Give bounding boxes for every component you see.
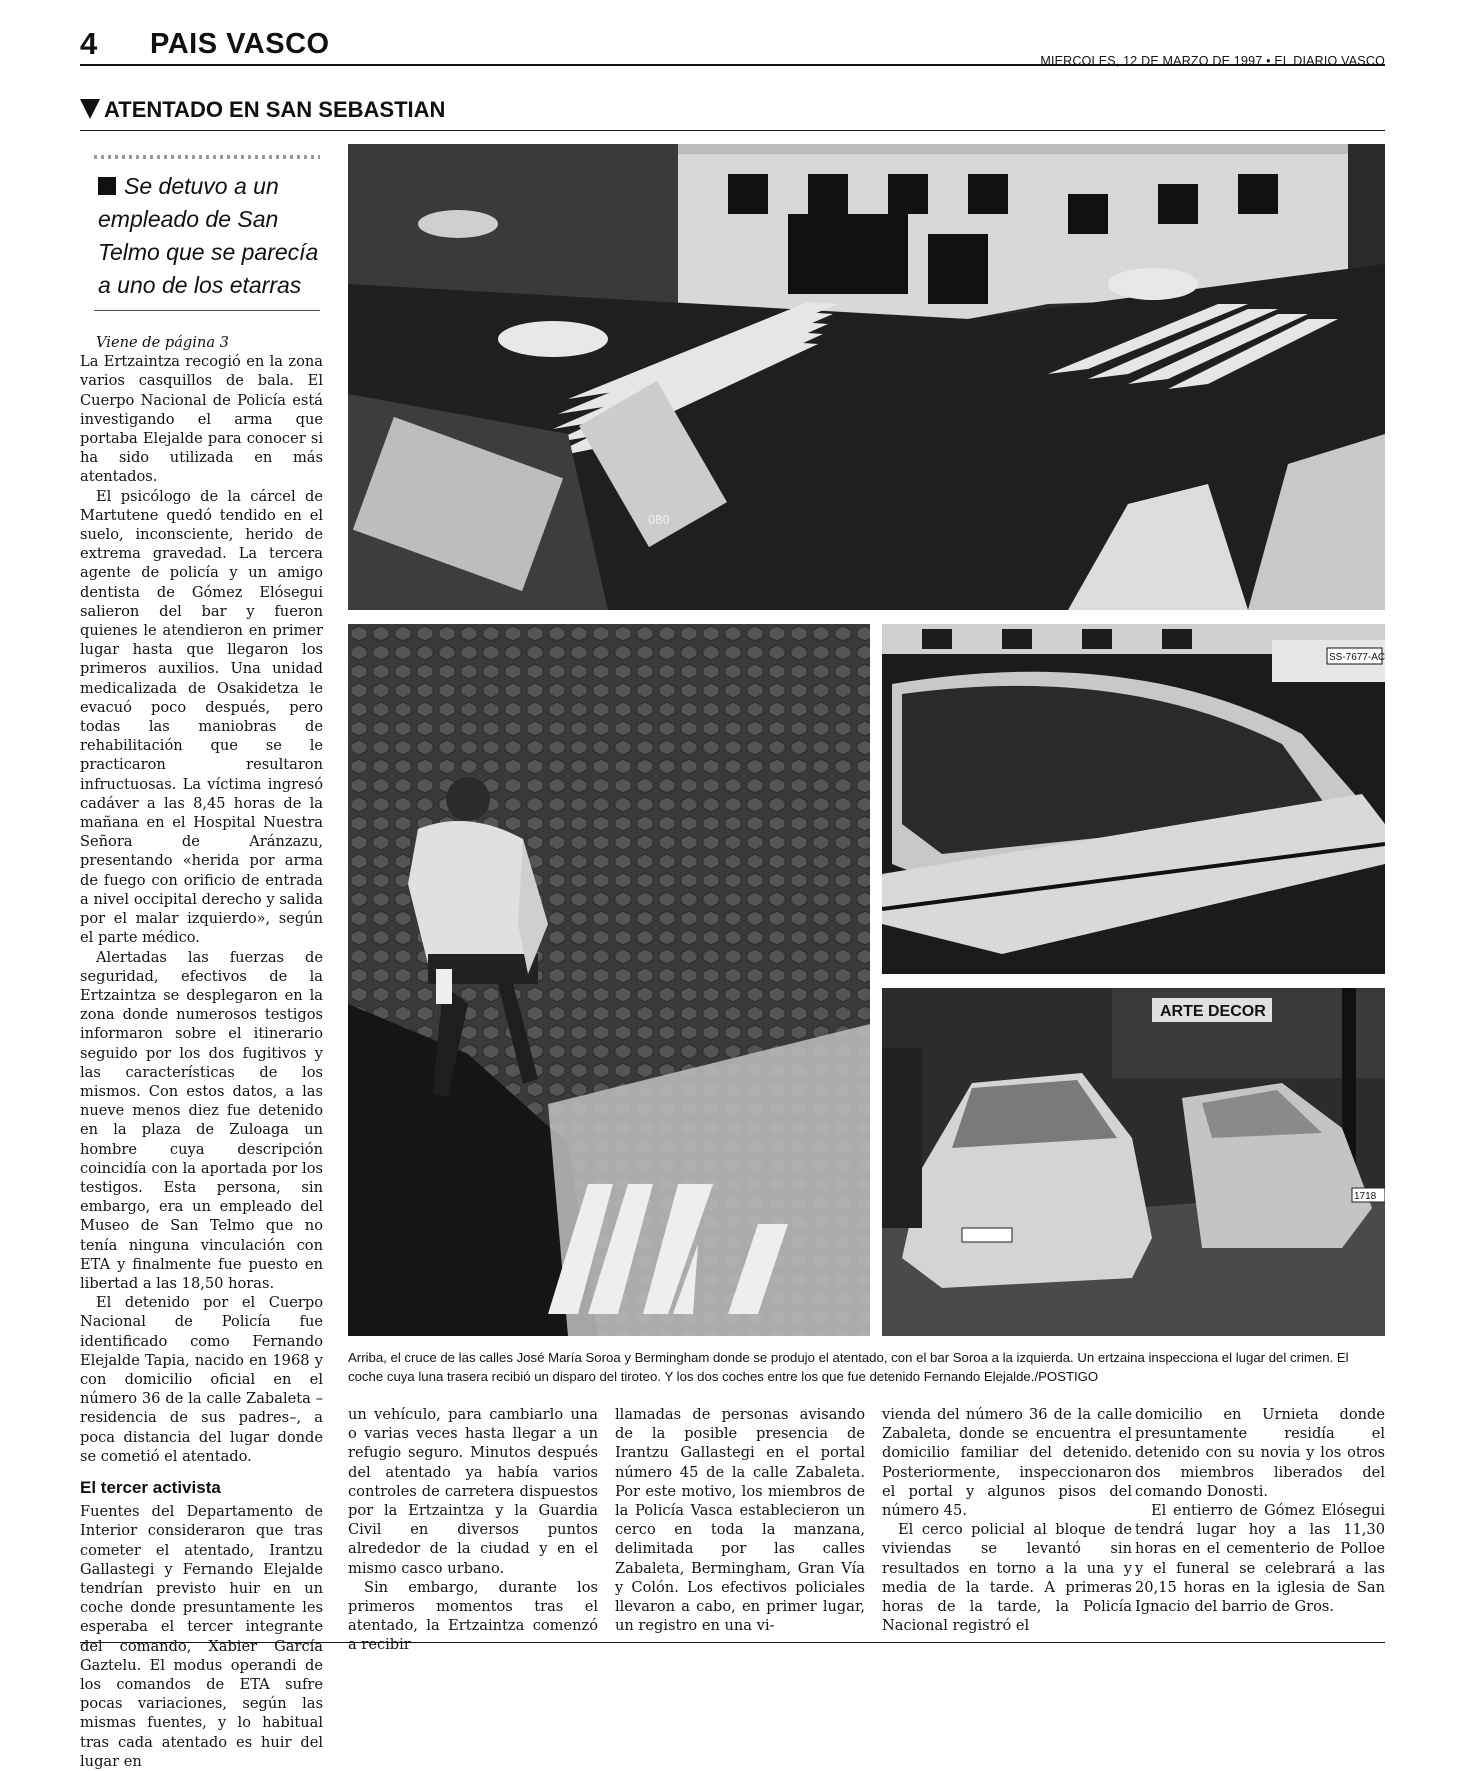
article-paragraph: llamadas de personas avisando de la posible presencia de Irantzu Gallastegi en el portal número 45 de la calle Zabaleta. Por este motivo, los miembros de la Policía Vasca establecieron un cerco en toda la manzana, delimitada por las calles Zabaleta, Bermingham, Gran Vía y Colón. Los efectivos policiales llevaron a cabo, en primer lugar, un registro en una vi- (615, 1406, 865, 1635)
kicker-rule (94, 310, 320, 311)
square-bullet-icon (98, 177, 116, 195)
triangle-icon (80, 99, 100, 119)
article-paragraph: un vehículo, para cambiarlo una o varias veces hasta llegar a un refugio seguro. Minutos después del atentado ya había varios controles de carretera dispuestos por la Ertzaintza y la Guardia Civil en diversos puntos alrededor de la ciudad y en el mismo casco urbano. (348, 1406, 598, 1577)
photo-intersection (348, 144, 1385, 610)
photo-ertzaina (348, 624, 870, 1336)
topic-rule (80, 130, 1385, 131)
kicker-text: Se detuvo a un empleado de San Telmo que se parecía a uno de los etarras (98, 173, 319, 298)
license-plate-2: 1718 (1354, 1191, 1377, 1202)
article-paragraph: La Ertzaintza recogió en la zona varios casquillos de bala. El Cuerpo Nacional de Policía está investigando el arma que portaba Elejalde para conocer si ha sido utilizada en más atentados. (80, 353, 323, 486)
photo-caption (348, 1348, 1385, 1386)
kicker (98, 170, 323, 302)
article-column-5 (1135, 1405, 1385, 1616)
bottom-rule (80, 1642, 1385, 1643)
article-paragraph: El psicólogo de la cárcel de Martutene quedó tendido en el suelo, inconsciente, herido de extrema gravedad. La tercera agente de policía y un amigo dentista de Gómez Elósegui salieron del bar y fueron quienes le atendieron en primer lugar hasta que llegaron los primeros auxilios. Una unidad medicalizada de Osakidetza le evacuó poco después, pero todas las maniobras de rehabilitación que se le practicaron resultaron infructuosas. La víctima ingresó cadáver a las 8,45 horas de la mañana en el Hospital Nuestra Señora de Aránzazu, presentando «herida por arma de fuego con orificio de entrada a nivel occipital derecho y salida por el malar izquierdo», según el parte médico. (80, 487, 323, 947)
page-number: 4 (80, 26, 98, 61)
license-plate-1: SS-7677-AC (1329, 652, 1385, 663)
article-paragraph: domicilio en Urnieta donde presuntamente residía el detenido con su novia y los otros dos miembros liberados del comando Donosti. (1135, 1406, 1385, 1500)
article-paragraph: Alertadas las fuerzas de seguridad, efectivos de la Ertzaintza se desplegaron en la zona donde numerosos testigos informaron sobre el itinerario seguido por los dos fugitivos y las características de los mismos. Con estos datos, a las nueve menos diez fue detenido en la plaza de Zuloaga un hombre cuya descripción coincidía con la aportada por los testigos. Esta persona, sin embargo, era un empleado del Museo de San Telmo que no tenía ninguna vinculación con ETA y finalmente fue puesto en libertad a las 18,50 horas. (80, 948, 323, 1292)
continued-from: Viene de página 3 (96, 334, 229, 351)
article-column-3 (615, 1405, 865, 1635)
photo-credit: /POSTIGO (1034, 1369, 1099, 1384)
dateline: MIERCOLES, 12 DE MARZO DE 1997 • EL DIARIO VASCO (1040, 54, 1385, 68)
masthead-rule (80, 64, 1385, 66)
topic-heading (80, 97, 445, 123)
kicker-dotted-rule (94, 155, 320, 159)
article-paragraph: vienda del número 36 de la calle Zabaleta, donde se encuentra el domicilio familiar del detenido. Posteriormente, inspeccionaron el portal y algunos pisos del número 45. (882, 1406, 1132, 1520)
topic-label: ATENTADO EN SAN SEBASTIAN (104, 97, 446, 122)
article-paragraph: Fuentes del Departamento de Interior consideraron que tras cometer el atentado, Irantzu Gallastegi y Fernando Elejalde tendrían previsto huir en un coche donde presuntamente les esperaba el tercer integrante del comando, Xabier García Gaztelu. El modus operandi de los comandos de ETA sufre pocas variaciones, según las mismas fuentes, y lo habitual tras cada atentado es huir del lugar en (80, 1503, 323, 1770)
van-number: OBO (648, 513, 670, 527)
article-column-1 (80, 333, 323, 1771)
shop-sign: ARTE DECOR (1160, 1003, 1266, 1020)
photo-damaged-car (882, 624, 1385, 974)
article-paragraph: El detenido por el Cuerpo Nacional de Policía fue identificado como Fernando Elejalde Tapia, nacido en 1968 y con domicilio oficial en el número 36 de la calle Zabaleta –residencia de sus padres–, a poca distancia del lugar donde se cometió el atentado. (80, 1294, 323, 1465)
photo-two-cars (882, 988, 1385, 1336)
article-column-4 (882, 1405, 1132, 1635)
article-paragraph: El entierro de Gómez Elósegui tendrá lugar hoy a las 11,30 horas en el cementerio de Polloe y el funeral se celebrará a las 20,15 horas en la iglesia de San Ignacio del barrio de Gros. (1135, 1502, 1385, 1616)
article-column-2 (348, 1405, 598, 1655)
subheading: El tercer activista (80, 1477, 221, 1497)
caption-text: Arriba, el cruce de las calles José María Soroa y Bermingham donde se produjo el atentado, con el bar Soroa a la izquierda. Un ertzaina inspecciona el lugar del crimen. El coche cuya luna trasera recibió un disparo del tiroteo. Y los dos coches entre los que fue detenido Fernando Elejalde. (348, 1350, 1349, 1384)
article-paragraph: El cerco policial al bloque de viviendas se levantó sin resultados en torno a la una y media de la tarde. A primeras horas de la tarde, la Policía Nacional registró el (882, 1521, 1132, 1635)
section-title: PAIS VASCO (150, 28, 330, 60)
article-paragraph: Sin embargo, durante los primeros momentos tras el atentado, la Ertzaintza comenzó a recibir (348, 1578, 598, 1654)
